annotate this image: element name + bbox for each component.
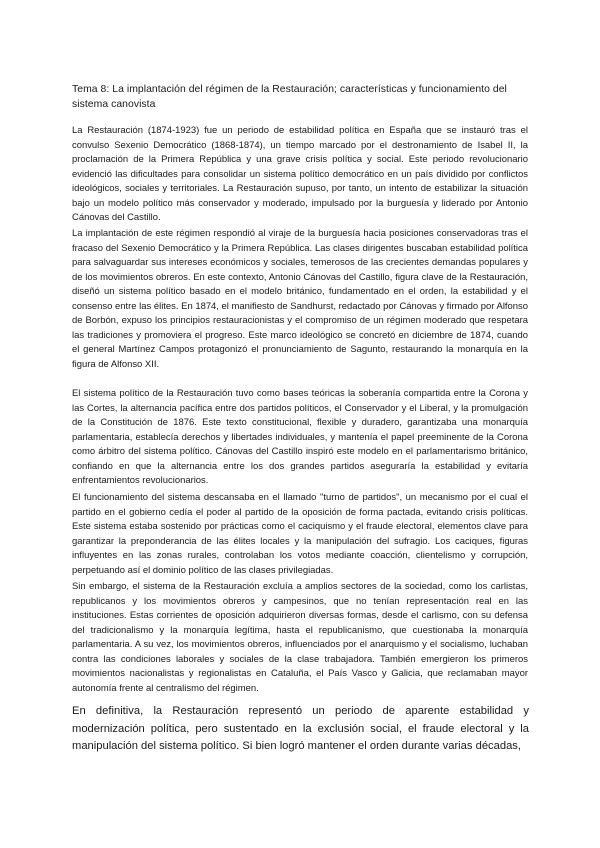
paragraph-implantation: La implantación de este régimen respondió al viraje de la burguesía hacia posiciones conservadoras tras el fracaso del Sexenio Democrático y la Primera República. Las clases dirigentes buscaban estabilidad política para salvaguardar sus intereses económicos y sociales, temerosos de las crecientes demandas populares y de los movimientos obreros. En este contexto, Antonio Cánovas del Castillo, figura clave de la Restauración, diseñó un sistema político basado en el modelo británico, fundamentado en el orden, la estabilidad y el consenso entre las élites. En 1874, el manifiesto de Sandhurst, redactado por Cánovas y firmado por Alfonso de Borbón, expuso los principios restauracionistas y el compromiso de un régimen moderado que respetara las tradiciones y promoviera el progreso. Este marco ideológico se concretó en diciembre de 1874, cuando el general Martínez Campos protagonizó el pronunciamiento de Sagunto, restaurando la monarquía en la figura de Alfonso XII. (72, 228, 528, 370)
paragraph-introduction: La Restauración (1874-1923) fue un periodo de estabilidad política en España que se instauró tras el convulso Sexenio Democrático (1868-1874), un tiempo marcado por el destronamiento de Isabel II, la proclamación de la Primera República y una grave crisis política y social. Este periodo revolucionario evidenció las dificultades para consolidar un sistema político democrático en un país dividido por conflictos ideológicos, sociales y territoriales. La Restauración supuso, por tanto, un intento de estabilizar la situación bajo un modelo político más conservador y moderado, impulsado por la burguesía y liderado por Antonio Cánovas del Castillo. (72, 125, 528, 224)
paragraph-opposition: Sin embargo, el sistema de la Restauración excluía a amplios sectores de la sociedad, como los carlistas, republicanos y los movimientos obreros y campesinos, que no tenían representación real en las instituciones. Estas corrientes de oposición adquirieron diversas formas, desde el carlismo, con su defensa del tradicionalismo y la monarquía legítima, hasta el republicanismo, que cuestionaba la monarquía parlamentaria. A su vez, los movimientos obreros, influenciados por el anarquismo y el socialismo, luchaban contra las condiciones laborales y sociales de la clase trabajadora. También emergieron los primeros movimientos nacionalistas y regionalistas en Cataluña, el País Vasco y Galicia, que reclamaban mayor autonomía frente al centralismo del régimen. (72, 581, 528, 694)
document-title: Tema 8: La implantación del régimen de la Restauración; características y funcionamiento del sistema canovista (72, 84, 507, 110)
paragraph-conclusion: En definitiva, la Restauración representó un periodo de aparente estabilidad y modernización política, pero sustentado en la exclusión social, el fraude electoral y la manipulación del sistema político. Si bien logró mantener el orden durante varias décadas, (72, 705, 529, 753)
paragraph-turno-de-partidos: El funcionamiento del sistema descansaba en el llamado "turno de partidos", un mecanismo por el cual el partido en el gobierno cedía el poder al partido de la oposición de forma pactada, evitando crisis políticas. Este sistema estaba sostenido por prácticas como el caciquismo y el fraude electoral, elementos clave para garantizar la preponderancia de las élites locales y la manipulación del sufragio. Los caciques, figuras influyentes en las zonas rurales, controlaban los votos mediante coacción, clientelismo y corrupción, perpetuando así el dominio político de las clases privilegiadas. (72, 492, 528, 576)
paragraph-political-system: El sistema político de la Restauración tuvo como bases teóricas la soberanía compartida entre la Corona y las Cortes, la alternancia pacífica entre dos partidos políticos, el Conservador y el Liberal, y la promulgación de la Constitución de 1876. Este texto constitucional, flexible y duradero, garantizaba una monarquía parlamentaria, establecía derechos y libertades individuales, y mantenía el papel preeminente de la Corona como árbitro del sistema político. Cánovas del Castillo inspiró este modelo en el parlamentarismo británico, confiando en que la alternancia entre los dos grandes partidos aseguraría la estabilidad y evitaría enfrentamientos revolucionarios. (72, 388, 528, 487)
